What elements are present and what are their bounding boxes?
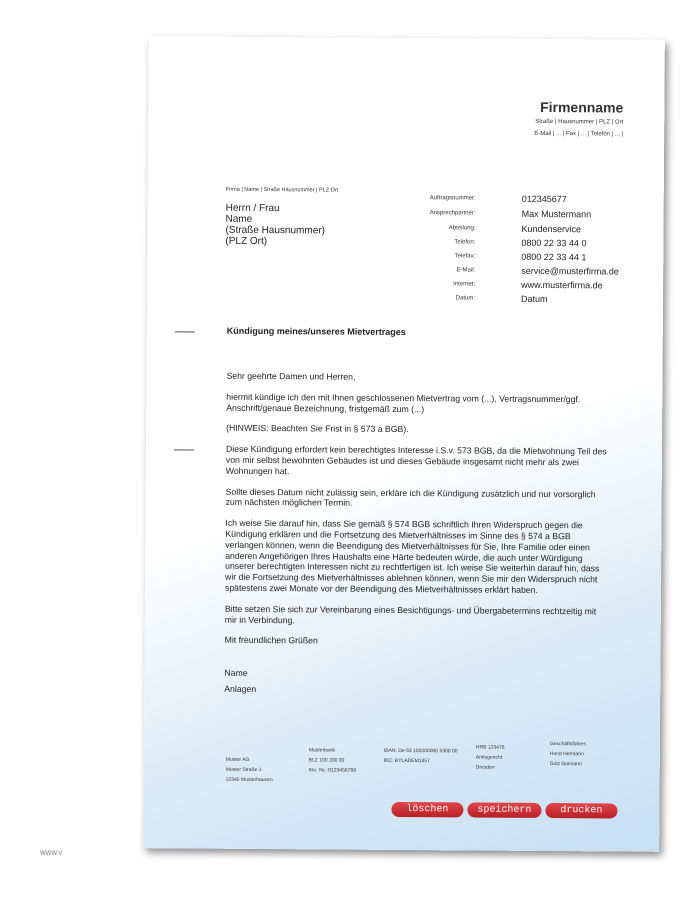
info-label-phone: Telefon:: [454, 239, 476, 246]
company-address: Straße | Hausnummer | PLZ | Ort: [535, 118, 624, 126]
recipient-city: (PLZ Ort): [225, 235, 268, 248]
body-paragraph-6: Bitte setzen Sie sich zur Vereinbarung eines Besichtigungs- und Übergabetermins rechtzeitig mit mir in Verbindung.: [224, 603, 597, 625]
info-value-fax: 0800 22 33 44 1: [521, 251, 587, 263]
recipient-name: Name: [225, 213, 253, 225]
closing: Mit freundlichen Grüßen: [224, 635, 318, 646]
letter-page: [143, 36, 665, 852]
signature-name: Name: [224, 667, 248, 679]
watermark-text: WWW.V: [40, 851, 63, 857]
print-button[interactable]: drucken: [545, 803, 617, 819]
footer-management: Geschäftsführer: Horst Hermann Golz Guimann: [549, 741, 587, 768]
letter-subject: Kündigung meines/unseres Mietvertrages: [226, 325, 406, 338]
info-label-department: Abteilung:: [448, 225, 476, 232]
info-value-phone: 0800 22 33 44 0: [521, 237, 587, 249]
footer-register: HRB 123476 Amtsgericht Dresden: [475, 744, 505, 771]
body-paragraph-1: hiermit kündige ich den mit Ihnen geschlossenen Mietvertrag vom (...), Vertragsnummer/ggf. Anschrift/genaue Bezeichnung, fristgemäß zum (...): [226, 391, 581, 414]
body-paragraph-2: (HINWEIS: Beachten Sie Frist in § 573 a BGB).: [226, 423, 409, 435]
body-paragraph-5: Ich weise Sie darauf hin, dass Sie gemäß § 574 BGB schriftlich Ihren Widerspruch gegen die Kündigung erklären und die Fortsetzung des Mietverhältnisses im Sinne des § 574 a BGB verlangen können, wenn die Beendigung des Mietverhältnisses für Sie, Ihre Familie oder einen anderen Angehörigen Ihres Haushalts eine Härte bedeuten würde, die auch unter Würdigung unserer berechtigten Interessen nicht zu rechtfertigen ist. Ich weise Sie weiterhin darauf hin, dass wir die Fortsetzung des Mietverhältnisses ablehnen können, wenn Sie mir den Widerspruch nicht spätestens zwei Monate vor der Beendigung des Mietverhältnisses erklärt haben.: [224, 517, 600, 595]
recipient-street: (Straße Hausnummer): [225, 224, 325, 237]
delete-button[interactable]: löschen: [391, 802, 463, 818]
info-label-web: Internet:: [453, 281, 476, 288]
sender-line: Firma | Name | Straße Hausnummer | PLZ Ort: [225, 186, 339, 194]
info-value-order: 012345677: [521, 193, 567, 205]
info-value-department: Kundenservice: [521, 223, 582, 235]
footer-company: Muster AG Muster Straße 1 12345 Musterhausen: [225, 756, 273, 784]
info-value-email: service@musterfirma.de: [521, 265, 619, 277]
salutation: Sehr geehrte Damen und Herren,: [226, 370, 356, 382]
recipient-salutation: Herrn / Frau: [225, 202, 280, 215]
company-name: Firmenname: [540, 98, 624, 116]
attachments: Anlagen: [224, 683, 257, 694]
info-value-date: Datum: [520, 293, 548, 304]
letter-body: [224, 371, 610, 707]
body-paragraph-3: Diese Kündigung erfordert kein berechtigtes Interesse i.S.v. 573 BGB, da die Mietwohnung Teil des von mir selbst bewohnten Gebäudes ist und dieses Gebäude insgesamt nicht mehr als zwei Wohnungen hat.: [225, 443, 607, 476]
info-label-date: Datum:: [455, 295, 476, 302]
body-paragraph-4: Sollte dieses Datum nicht zulässig sein, erkläre ich die Kündigung zusätzlich und nur vorsorglich zum nächsten möglichen Termin.: [225, 486, 596, 509]
info-label-fax: Telefax:: [454, 253, 476, 260]
save-button[interactable]: speichern: [467, 802, 541, 818]
footer-bank: Musterbank BLZ 100 200 00 Kto. Nr.: 0123456789: [308, 747, 357, 774]
info-label-contact: Ansprechpartner:: [429, 210, 476, 217]
footer-iban: IBAN: De 63 100200000 5300 00 BIC: BYLADEM1457: [383, 747, 458, 765]
info-value-web: www.musterfirma.de: [521, 279, 603, 291]
company-contact: E-Mail | ... | Fax | ... | Telefon | ... |: [534, 130, 624, 138]
info-label-order: Auftragsnummer:: [429, 195, 476, 202]
info-value-contact: Max Mustermann: [521, 208, 592, 220]
fold-mark-top: [175, 331, 195, 332]
info-label-email: E-Mail:: [456, 267, 476, 274]
fold-mark-middle: [174, 449, 194, 450]
